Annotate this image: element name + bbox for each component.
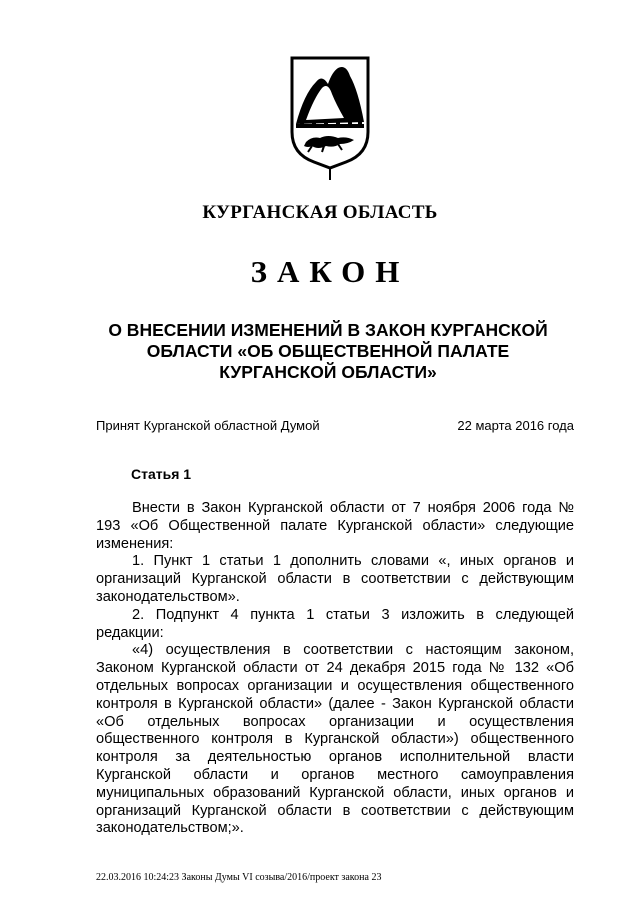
footer-stamp: 22.03.2016 10:24:23 Законы Думы VI созыва/2016/проект закона 23 xyxy=(96,872,382,883)
document-type: ЗАКОН xyxy=(250,254,410,289)
coat-of-arms-icon xyxy=(288,54,372,182)
paragraph: Внести в Закон Курганской области от 7 ноября 2006 года № 193 «Об Общественной палате Курганской области» следующие изменения: xyxy=(96,500,574,552)
article-heading: Статья 1 xyxy=(131,466,192,482)
article-body xyxy=(96,500,574,838)
adoption-row xyxy=(96,418,574,433)
adopted-by: Принят Курганской областной Думой xyxy=(96,418,320,433)
paragraph: «4) осуществления в соответствии с настоящим законом, Законом Курганской области от 24 декабря 2015 года № 132 «Об отдельных вопросах организации и осуществления общественного контроля в Курганской области» (далее - Закон Курганской области «Об отдельных вопросах организации и осуществления общественного контроля в Курганской области») общественного контроля за деятельностью органов исполнительной власти Курганской области и органов местного самоуправления муниципальных образований Курганской области, иных органов и организаций Курганской области в соответствии с действующим законодательством;». xyxy=(96,642,574,837)
adoption-date: 22 марта 2016 года xyxy=(457,418,574,433)
region-name: КУРГАНСКАЯ ОБЛАСТЬ xyxy=(202,202,438,223)
paragraph: 1. Пункт 1 статьи 1 дополнить словами «, иных органов и организаций Курганской области в соответствии с действующим законодательством». xyxy=(96,553,574,605)
paragraph: 2. Подпункт 4 пункта 1 статьи 3 изложить в следующей редакции: xyxy=(96,606,574,641)
law-title: О ВНЕСЕНИИ ИЗМЕНЕНИЙ В ЗАКОН КУРГАНСКОЙ ОБЛАСТИ «ОБ ОБЩЕСТВЕННОЙ ПАЛАТЕ КУРГАНСКОЙ ОБЛАСТИ» xyxy=(108,320,548,382)
